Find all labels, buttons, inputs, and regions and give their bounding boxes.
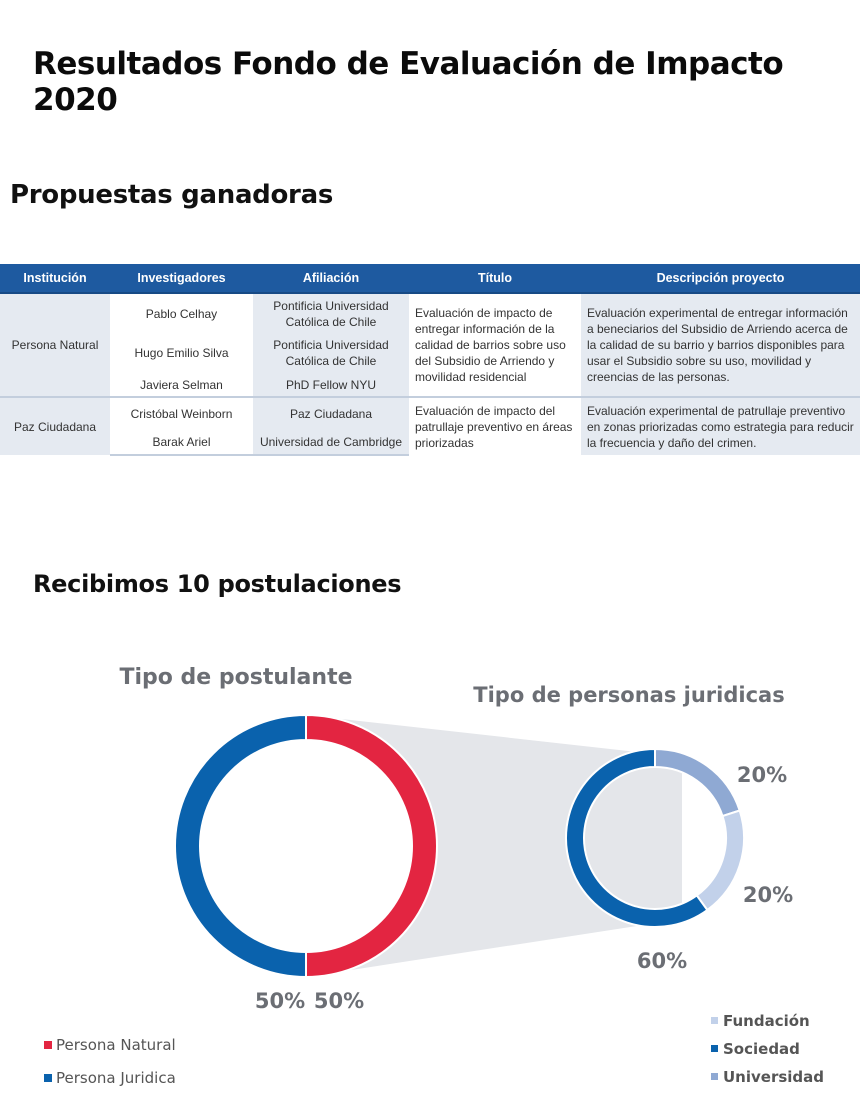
cell-affiliation: Universidad de Cambridge (253, 429, 409, 455)
cell-affiliation: PhD Fellow NYU (253, 373, 409, 397)
legend-swatch-fundacion (711, 1017, 718, 1024)
cell-investigator: Hugo Emilio Silva (110, 333, 253, 373)
table-row (0, 293, 860, 333)
label-persona-natural: 50% (313, 989, 365, 1013)
label-fundacion: 20% (742, 883, 794, 907)
page-title: Resultados Fondo de Evaluación de Impacto 2020 (33, 46, 784, 118)
cell-affiliation: Paz Ciudadana (253, 397, 409, 429)
label-persona-juridica: 50% (254, 989, 306, 1013)
legend-label-universidad: Universidad (723, 1068, 825, 1086)
slice-fundacion (697, 810, 744, 910)
cell-investigator: Barak Ariel (110, 429, 253, 455)
table-row (0, 397, 860, 429)
legend-tipo-postulante (44, 1036, 176, 1087)
chart1-title: Tipo de postulante (119, 665, 353, 690)
header-titulo: Título (409, 264, 581, 293)
legend-label-sociedad: Sociedad (723, 1040, 800, 1058)
legend-swatch-persona-natural (44, 1041, 52, 1049)
table-header-row (0, 264, 860, 293)
header-institucion: Institución (0, 264, 110, 293)
cell-description: Evaluación experimental de patrullaje preventivo en zonas priorizadas como estrategia para reducir la frecuencia y daño del crimen. (581, 397, 860, 455)
cell-institution: Persona Natural (0, 293, 110, 397)
header-descripcion: Descripción proyecto (581, 264, 860, 293)
legend-swatch-universidad (711, 1073, 718, 1080)
cell-affiliation: Pontificia Universidad Católica de Chile (253, 333, 409, 373)
chart2-title: Tipo de personas juridicas (473, 683, 785, 707)
legend-personas-juridicas (711, 1012, 824, 1086)
cell-title: Evaluación de impacto de entregar información de la calidad de barrios sobre uso del Subsidio de Arriendo y movilidad residencial (409, 293, 581, 397)
winners-table (0, 264, 860, 456)
legend-swatch-persona-juridica (44, 1074, 52, 1082)
cell-title: Evaluación de impacto del patrullaje preventivo en áreas priorizadas (409, 397, 581, 455)
section-title-propuestas: Propuestas ganadoras (10, 180, 333, 210)
cell-investigator: Javiera Selman (110, 373, 253, 397)
legend-label-persona-natural: Persona Natural (56, 1036, 176, 1054)
label-universidad: 20% (736, 763, 788, 787)
cell-investigator: Cristóbal Weinborn (110, 397, 253, 429)
legend-label-fundacion: Fundación (723, 1012, 810, 1030)
label-sociedad: 60% (636, 949, 688, 973)
section-title-postulaciones: Recibimos 10 postulaciones (33, 570, 402, 598)
legend-label-persona-juridica: Persona Juridica (56, 1069, 176, 1087)
header-investigadores: Investigadores (110, 264, 253, 293)
cell-institution: Paz Ciudadana (0, 397, 110, 455)
legend-swatch-sociedad (711, 1045, 718, 1052)
cell-description: Evaluación experimental de entregar información a beneciarios del Subsidio de Arriendo acerca de la calidad de su barrio y barrios disponibles para usar el Subsidio sobre su uso, movilidad y creencias de las personas. (581, 293, 860, 397)
cell-investigator: Pablo Celhay (110, 293, 253, 333)
header-afiliacion: Afiliación (253, 264, 409, 293)
donut-charts (0, 640, 860, 1100)
cell-affiliation: Pontificia Universidad Católica de Chile (253, 293, 409, 333)
